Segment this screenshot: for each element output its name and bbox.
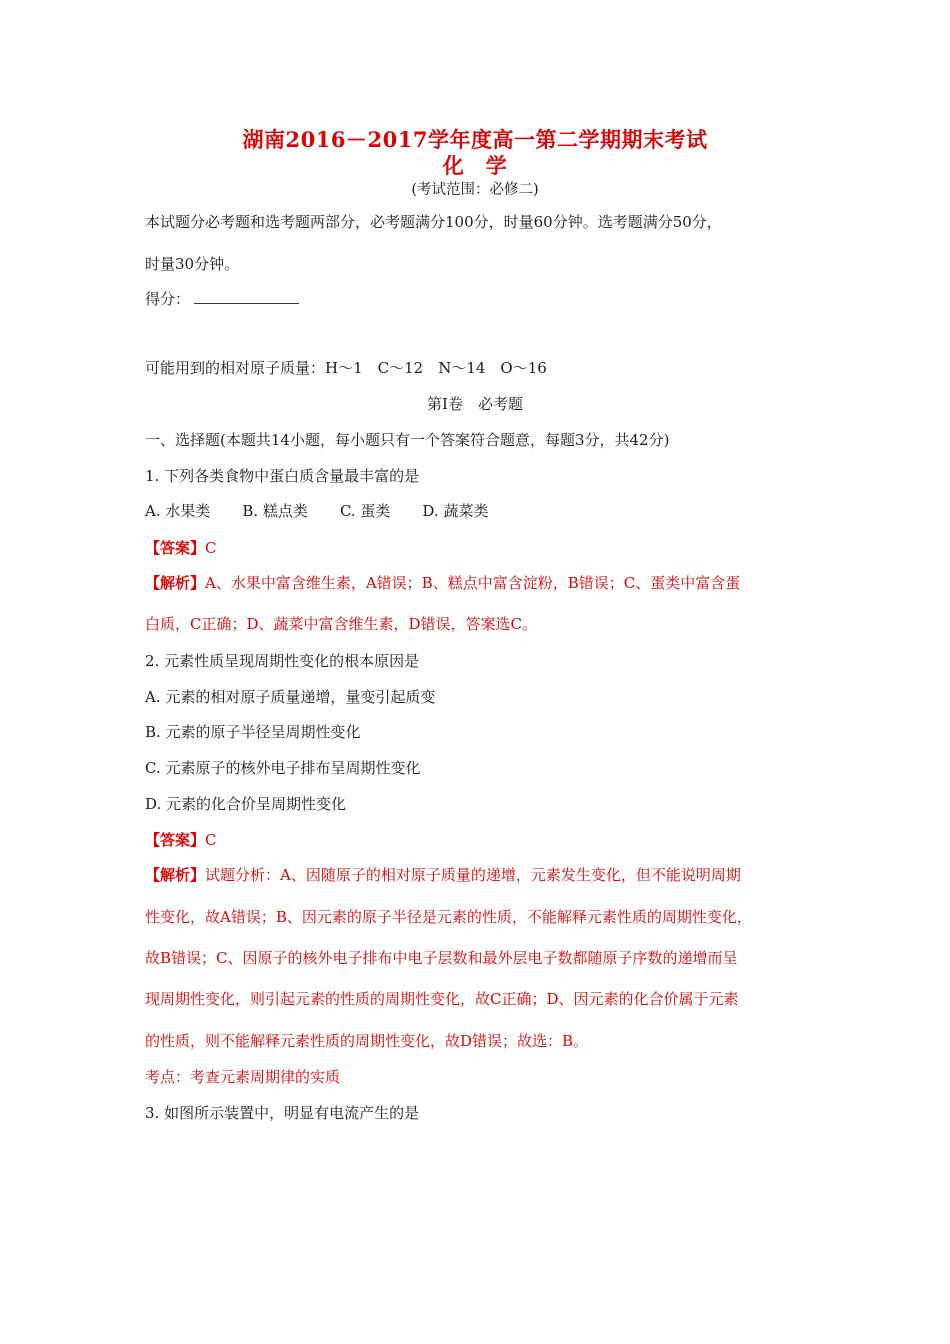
q2-option-c: C. 元素原子的核外电子排布呈周期性变化 bbox=[145, 759, 421, 777]
subject-title: 化 学 bbox=[442, 153, 508, 178]
q2-analysis-tag: 【解析】 bbox=[145, 866, 206, 884]
q1-option-a: A. 水果类 bbox=[145, 502, 211, 520]
exam-title: 湖南2016－2017学年度高一第二学期期末考试 bbox=[242, 127, 708, 152]
exam-scope: (考试范围：必修二) bbox=[411, 182, 539, 198]
intro-line-1: 本试题分必考题和选考题两部分，必考题满分100分，时量60分钟。选考题满分50分， bbox=[145, 213, 722, 231]
score-blank bbox=[194, 291, 299, 304]
q2-analysis-line-3: 故B错误；C、因原子的核外电子排布中电子层数和最外层电子数都随原子序数的递增而呈 bbox=[145, 949, 738, 967]
score-label: 得分： bbox=[145, 290, 191, 308]
q2-option-b: B. 元素的原子半径呈周期性变化 bbox=[145, 723, 361, 741]
atomic-mass-line: 可能用到的相对原子质量：H～1 C～12 N～14 O～16 bbox=[145, 359, 547, 377]
q1-analysis-tag: 【解析】 bbox=[145, 574, 206, 592]
q2-analysis-line-5: 的性质，则不能解释元素性质的周期性变化，故D错误；故选：B。 bbox=[145, 1032, 589, 1050]
q2-answer-value: C bbox=[205, 831, 217, 849]
q1-option-b: B. 糕点类 bbox=[242, 502, 308, 520]
q2-analysis-line-1 bbox=[145, 864, 741, 885]
intro-line-2: 时量30分钟。 bbox=[145, 255, 240, 273]
section-title: 第Ⅰ卷 必考题 bbox=[427, 395, 523, 413]
q2-analysis-line-4: 现周期性变化，则引起元素的性质的周期性变化，故C正确；D、因元素的化合价属于元素 bbox=[145, 990, 739, 1008]
q2-answer-tag: 【答案】 bbox=[145, 831, 206, 849]
q1-analysis-line-1 bbox=[145, 572, 740, 593]
score-field bbox=[145, 288, 299, 309]
q1-option-c: C. 蛋类 bbox=[339, 502, 391, 520]
q2-option-d: D. 元素的化合价呈周期性变化 bbox=[145, 795, 347, 813]
q2-analysis-line-2: 性变化，故A错误；B、因元素的原子半径是元素的性质，不能解释元素性质的周期性变化， bbox=[145, 908, 752, 926]
q2-kaodian: 考点：考查元素周期律的实质 bbox=[145, 1068, 341, 1086]
q1-answer-value: C bbox=[205, 539, 217, 557]
q1-analysis-line-2: 白质，C正确；D、蔬菜中富含维生素，D错误，答案选C。 bbox=[145, 615, 538, 633]
q2-analysis-text-1: 试题分析：A、因随原子的相对原子质量的递增，元素发生变化，但不能说明周期 bbox=[205, 866, 741, 884]
q3-stem: 3. 如图所示装置中，明显有电流产生的是 bbox=[145, 1104, 420, 1122]
part1-heading: 一、选择题(本题共14小题，每小题只有一个答案符合题意，每题3分，共42分) bbox=[145, 431, 670, 449]
q1-analysis-text-1: A、水果中富含维生素，A错误；B、糕点中富含淀粉，B错误；C、蛋类中富含蛋 bbox=[205, 574, 741, 592]
q1-answer-tag: 【答案】 bbox=[145, 539, 206, 557]
q1-option-d: D. 蔬菜类 bbox=[422, 502, 489, 520]
q1-answer bbox=[145, 537, 217, 558]
q2-answer bbox=[145, 829, 217, 850]
q2-stem: 2. 元素性质呈现周期性变化的根本原因是 bbox=[145, 652, 420, 670]
q1-stem: 1. 下列各类食物中蛋白质含量最丰富的是 bbox=[145, 467, 420, 485]
q2-option-a: A. 元素的相对原子质量递增，量变引起质变 bbox=[145, 688, 436, 706]
q1-options bbox=[145, 500, 520, 521]
